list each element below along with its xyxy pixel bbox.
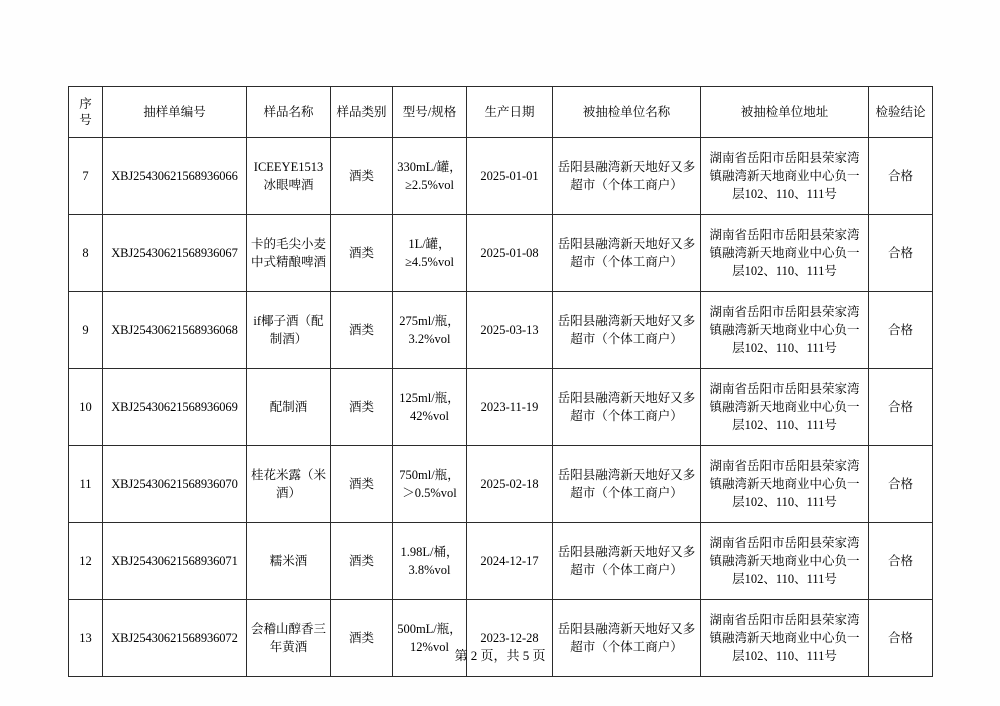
table-row xyxy=(69,369,933,446)
page-footer: 第 2 页，共 5 页 xyxy=(454,648,546,663)
cell-sampled-address: 湖南省岳阳市岳阳县荣家湾镇融湾新天地商业中心负一层102、110、111号 xyxy=(701,138,869,215)
cell-sample-category: 酒类 xyxy=(331,215,393,292)
cell-index: 9 xyxy=(69,292,103,369)
cell-sampled-org: 岳阳县融湾新天地好又多超市（个体工商户） xyxy=(553,292,701,369)
column-header-result: 检验结论 xyxy=(869,87,933,138)
cell-sample-code: XBJ25430621568936072 xyxy=(103,600,247,677)
column-header-sampled-org: 被抽检单位名称 xyxy=(553,87,701,138)
cell-sampled-address: 湖南省岳阳市岳阳县荣家湾镇融湾新天地商业中心负一层102、110、111号 xyxy=(701,446,869,523)
cell-index: 10 xyxy=(69,369,103,446)
cell-sampled-address: 湖南省岳阳市岳阳县荣家湾镇融湾新天地商业中心负一层102、110、111号 xyxy=(701,523,869,600)
cell-result: 合格 xyxy=(869,600,933,677)
cell-result: 合格 xyxy=(869,215,933,292)
table-row xyxy=(69,215,933,292)
cell-production-date: 2025-01-08 xyxy=(467,215,553,292)
table-row xyxy=(69,446,933,523)
cell-production-date: 2025-03-13 xyxy=(467,292,553,369)
cell-sample-category: 酒类 xyxy=(331,138,393,215)
cell-spec: 1.98L/桶，3.8%vol xyxy=(393,523,467,600)
cell-sampled-address: 湖南省岳阳市岳阳县荣家湾镇融湾新天地商业中心负一层102、110、111号 xyxy=(701,292,869,369)
table-row xyxy=(69,292,933,369)
cell-result: 合格 xyxy=(869,292,933,369)
cell-spec: 750ml/瓶，＞0.5%vol xyxy=(393,446,467,523)
column-header-index xyxy=(69,87,103,138)
table-body xyxy=(69,138,933,677)
cell-sample-code: XBJ25430621568936067 xyxy=(103,215,247,292)
cell-sample-name: 卡的毛尖小麦中式精酿啤酒 xyxy=(247,215,331,292)
table-row xyxy=(69,523,933,600)
inspection-results-table-wrapper xyxy=(68,86,932,677)
cell-sample-category: 酒类 xyxy=(331,292,393,369)
cell-sampled-org: 岳阳县融湾新天地好又多超市（个体工商户） xyxy=(553,523,701,600)
cell-sampled-org: 岳阳县融湾新天地好又多超市（个体工商户） xyxy=(553,138,701,215)
cell-result: 合格 xyxy=(869,446,933,523)
cell-spec: 330mL/罐，≥2.5%vol xyxy=(393,138,467,215)
cell-sample-name: 桂花米露（米酒） xyxy=(247,446,331,523)
cell-sample-name: ICEEYE1513冰眼啤酒 xyxy=(247,138,331,215)
column-header-sample-code: 抽样单编号 xyxy=(103,87,247,138)
cell-sample-category: 酒类 xyxy=(331,369,393,446)
column-header-sampled-address: 被抽检单位地址 xyxy=(701,87,869,138)
cell-sample-category: 酒类 xyxy=(331,446,393,523)
cell-result: 合格 xyxy=(869,523,933,600)
table-row xyxy=(69,600,933,677)
cell-sample-name: 会稽山醇香三年黄酒 xyxy=(247,600,331,677)
cell-result: 合格 xyxy=(869,138,933,215)
cell-sampled-org: 岳阳县融湾新天地好又多超市（个体工商户） xyxy=(553,369,701,446)
column-header-sample-name: 样品名称 xyxy=(247,87,331,138)
cell-production-date: 2025-01-01 xyxy=(467,138,553,215)
cell-sample-category: 酒类 xyxy=(331,600,393,677)
cell-sample-code: XBJ25430621568936069 xyxy=(103,369,247,446)
cell-result: 合格 xyxy=(869,369,933,446)
cell-index: 13 xyxy=(69,600,103,677)
cell-sampled-address: 湖南省岳阳市岳阳县荣家湾镇融湾新天地商业中心负一层102、110、111号 xyxy=(701,215,869,292)
cell-sampled-address: 湖南省岳阳市岳阳县荣家湾镇融湾新天地商业中心负一层102、110、111号 xyxy=(701,600,869,677)
column-header-index-line1: 序 xyxy=(79,96,92,111)
cell-sampled-org: 岳阳县融湾新天地好又多超市（个体工商户） xyxy=(553,446,701,523)
cell-sample-name: 配制酒 xyxy=(247,369,331,446)
cell-sample-code: XBJ25430621568936068 xyxy=(103,292,247,369)
cell-sampled-org: 岳阳县融湾新天地好又多超市（个体工商户） xyxy=(553,215,701,292)
cell-spec: 1L/罐，≥4.5%vol xyxy=(393,215,467,292)
column-header-production-date: 生产日期 xyxy=(467,87,553,138)
cell-production-date: 2023-11-19 xyxy=(467,369,553,446)
cell-sampled-org: 岳阳县融湾新天地好又多超市（个体工商户） xyxy=(553,600,701,677)
inspection-results-table xyxy=(68,86,933,677)
cell-sample-category: 酒类 xyxy=(331,523,393,600)
cell-production-date: 2023-12-28 xyxy=(467,600,553,677)
cell-index: 7 xyxy=(69,138,103,215)
cell-spec: 125ml/瓶，42%vol xyxy=(393,369,467,446)
column-header-sample-category: 样品类别 xyxy=(331,87,393,138)
cell-index: 8 xyxy=(69,215,103,292)
cell-sampled-address: 湖南省岳阳市岳阳县荣家湾镇融湾新天地商业中心负一层102、110、111号 xyxy=(701,369,869,446)
column-header-spec: 型号/规格 xyxy=(393,87,467,138)
cell-sample-name: if椰子酒（配制酒） xyxy=(247,292,331,369)
cell-production-date: 2025-02-18 xyxy=(467,446,553,523)
table-row xyxy=(69,138,933,215)
cell-sample-code: XBJ25430621568936071 xyxy=(103,523,247,600)
cell-spec: 500mL/瓶，12%vol xyxy=(393,600,467,677)
table-header-row xyxy=(69,87,933,138)
cell-spec: 275ml/瓶，3.2%vol xyxy=(393,292,467,369)
cell-index: 11 xyxy=(69,446,103,523)
column-header-index-line2: 号 xyxy=(79,113,92,127)
cell-sample-code: XBJ25430621568936066 xyxy=(103,138,247,215)
cell-sample-name: 糯米酒 xyxy=(247,523,331,600)
table-header xyxy=(69,87,933,138)
cell-sample-code: XBJ25430621568936070 xyxy=(103,446,247,523)
cell-production-date: 2024-12-17 xyxy=(467,523,553,600)
cell-index: 12 xyxy=(69,523,103,600)
